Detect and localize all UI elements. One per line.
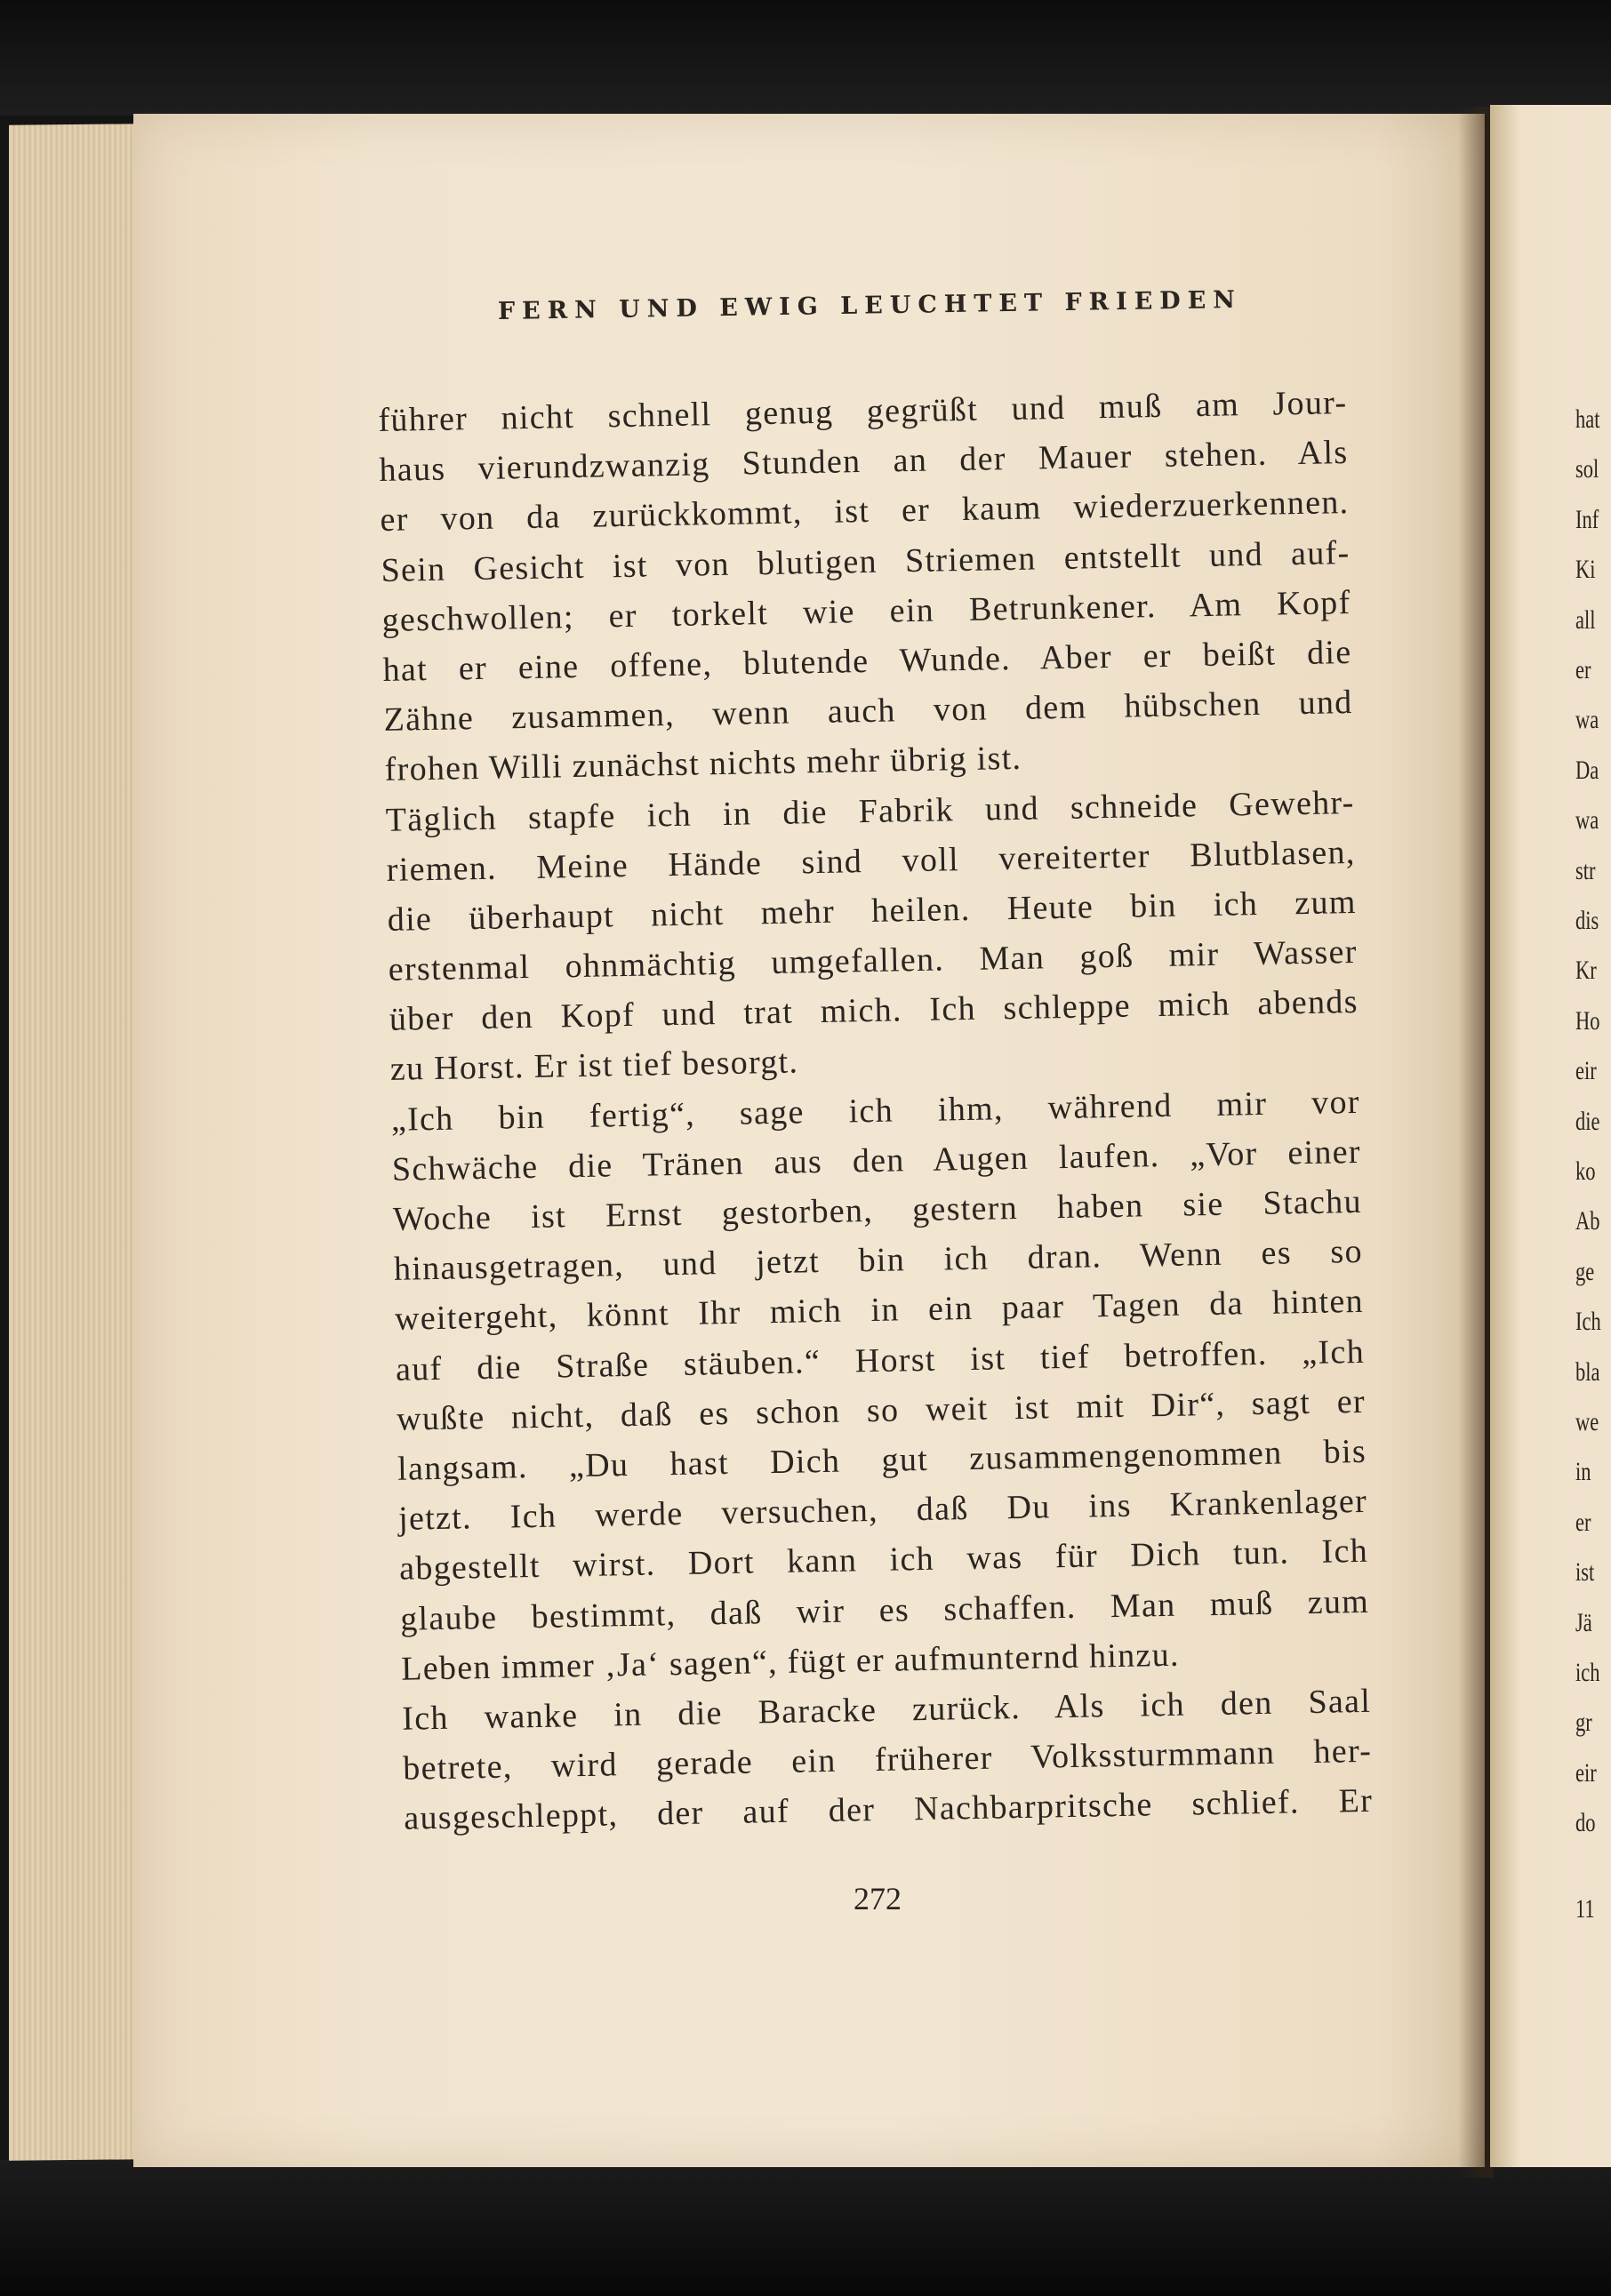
text-line: haus vierundzwanzig Stunden an der Mauer stehen. Als xyxy=(379,434,1349,490)
adjacent-page-word: die xyxy=(1575,1106,1600,1136)
text-line: hinausgetragen, und jetzt bin ich dran. Wenn es so xyxy=(393,1233,1364,1289)
adjacent-page-word: wa xyxy=(1575,705,1599,735)
text-line: über den Kopf und trat mich. Ich schleppe mich abends xyxy=(389,983,1359,1039)
text-line: zu Horst. Er ist tief besorgt. xyxy=(389,1043,799,1089)
text-line: riemen. Meine Hände sind voll vereiterter Blutblasen, xyxy=(386,833,1356,889)
page-edge-stack xyxy=(9,124,144,2161)
text-line: Leben immer ‚Ja‘ sagen“, fügt er aufmunternd hinzu. xyxy=(400,1636,1181,1688)
adjacent-page-word: ich xyxy=(1575,1658,1600,1687)
adjacent-page-word: dis xyxy=(1575,906,1599,935)
adjacent-page-word: er xyxy=(1575,1507,1591,1537)
adjacent-page-word: Ab xyxy=(1575,1206,1600,1236)
adjacent-page-word: all xyxy=(1575,604,1596,635)
text-line: wußte nicht, daß es schon so weit ist mit Dir“, sagt er xyxy=(396,1382,1367,1438)
text-line: Ich wanke in die Baracke zurück. Als ich den Saal xyxy=(401,1682,1372,1738)
text-line: die überhaupt nicht mehr heilen. Heute bin ich zum xyxy=(387,883,1358,939)
adjacent-page-word: ge xyxy=(1575,1256,1595,1286)
running-head: FERN UND EWIG LEUCHTET FRIEDEN xyxy=(497,285,1243,325)
text-line: Sein Gesicht ist von blutigen Striemen entstellt und auf- xyxy=(381,533,1351,589)
adjacent-page-word: Ho xyxy=(1575,1005,1600,1036)
adjacent-page-word: we xyxy=(1575,1407,1599,1436)
text-line: abgestellt wirst. Dort kann ich was für Dich tun. Ich xyxy=(398,1532,1369,1588)
adjacent-page-word: hat xyxy=(1575,404,1600,434)
adjacent-page-word: Jä xyxy=(1575,1607,1592,1637)
adjacent-page-word: Ich xyxy=(1575,1307,1601,1337)
text-line: Woche ist Ernst gestorben, gestern haben sie Stachu xyxy=(392,1182,1363,1238)
adjacent-page-word: Da xyxy=(1575,755,1599,785)
dark-background-top xyxy=(0,0,1611,116)
adjacent-page-word: eir xyxy=(1575,1056,1597,1086)
text-line: jetzt. Ich werde versuchen, daß Du ins Krankenlager xyxy=(397,1482,1368,1538)
adjacent-page-word: 11 xyxy=(1575,1893,1595,1924)
text-line: glaube bestimmt, daß wir es schaffen. Man muß zum xyxy=(399,1582,1370,1638)
dark-background-bottom xyxy=(0,2160,1611,2296)
adjacent-page-word: er xyxy=(1575,655,1591,684)
text-line: auf die Straße stäuben.“ Horst ist tief betroffen. „Ich xyxy=(395,1332,1366,1388)
adjacent-page-word: eir xyxy=(1575,1757,1597,1788)
text-line: frohen Willi zunächst nichts mehr übrig ist. xyxy=(384,740,1022,789)
page-number: 272 xyxy=(854,1881,902,1916)
adjacent-page-word: sol xyxy=(1575,454,1599,484)
adjacent-page-word: str xyxy=(1575,855,1596,885)
adjacent-page-word: Inf xyxy=(1575,504,1599,534)
adjacent-page-word: Kr xyxy=(1575,956,1597,986)
adjacent-page-word: do xyxy=(1575,1808,1596,1838)
text-line: ausgeschleppt, der auf der Nachbarpritsche schlief. Er xyxy=(403,1782,1374,1837)
adjacent-page-word: Ki xyxy=(1575,555,1596,585)
text-line: Täglich stapfe ich in die Fabrik und schneide Gewehr- xyxy=(385,783,1355,839)
text-line: Zähne zusammen, wenn auch von dem hübschen und xyxy=(383,684,1353,740)
body-text xyxy=(378,378,1374,1844)
text-line: betrete, wird gerade ein früherer Volkssturmmann her- xyxy=(402,1732,1373,1788)
adjacent-page-word: in xyxy=(1575,1457,1591,1487)
text-line: erstenmal ohnmächtig umgefallen. Man goß mir Wasser xyxy=(388,932,1359,988)
adjacent-page-word: gr xyxy=(1575,1708,1592,1738)
adjacent-page-word: ist xyxy=(1575,1557,1595,1588)
adjacent-page-word: bla xyxy=(1575,1356,1600,1387)
book-spine-shadow xyxy=(1458,107,1494,2178)
text-line: führer nicht schnell genug gegrüßt und muß am Jour- xyxy=(378,384,1348,439)
text-line: weitergeht, könnt Ihr mich in ein paar Tagen da hinten xyxy=(394,1283,1365,1339)
text-line: hat er eine offene, blutende Wunde. Aber er beißt die xyxy=(382,633,1352,689)
text-line: „Ich bin fertig“, sage ich ihm, während mir vor xyxy=(390,1083,1361,1139)
adjacent-page-word: wa xyxy=(1575,805,1599,836)
text-line: geschwollen; er torkelt wie ein Betrunkener. Am Kopf xyxy=(381,583,1351,639)
text-line: Schwäche die Tränen aus den Augen laufen. „Vor einer xyxy=(391,1132,1362,1188)
text-line: er von da zurückkommt, ist er kaum wiederzuerkennen. xyxy=(380,484,1350,540)
adjacent-page-word: ko xyxy=(1575,1156,1596,1186)
text-line: langsam. „Du hast Dich gut zusammengenommen bis xyxy=(397,1432,1367,1488)
